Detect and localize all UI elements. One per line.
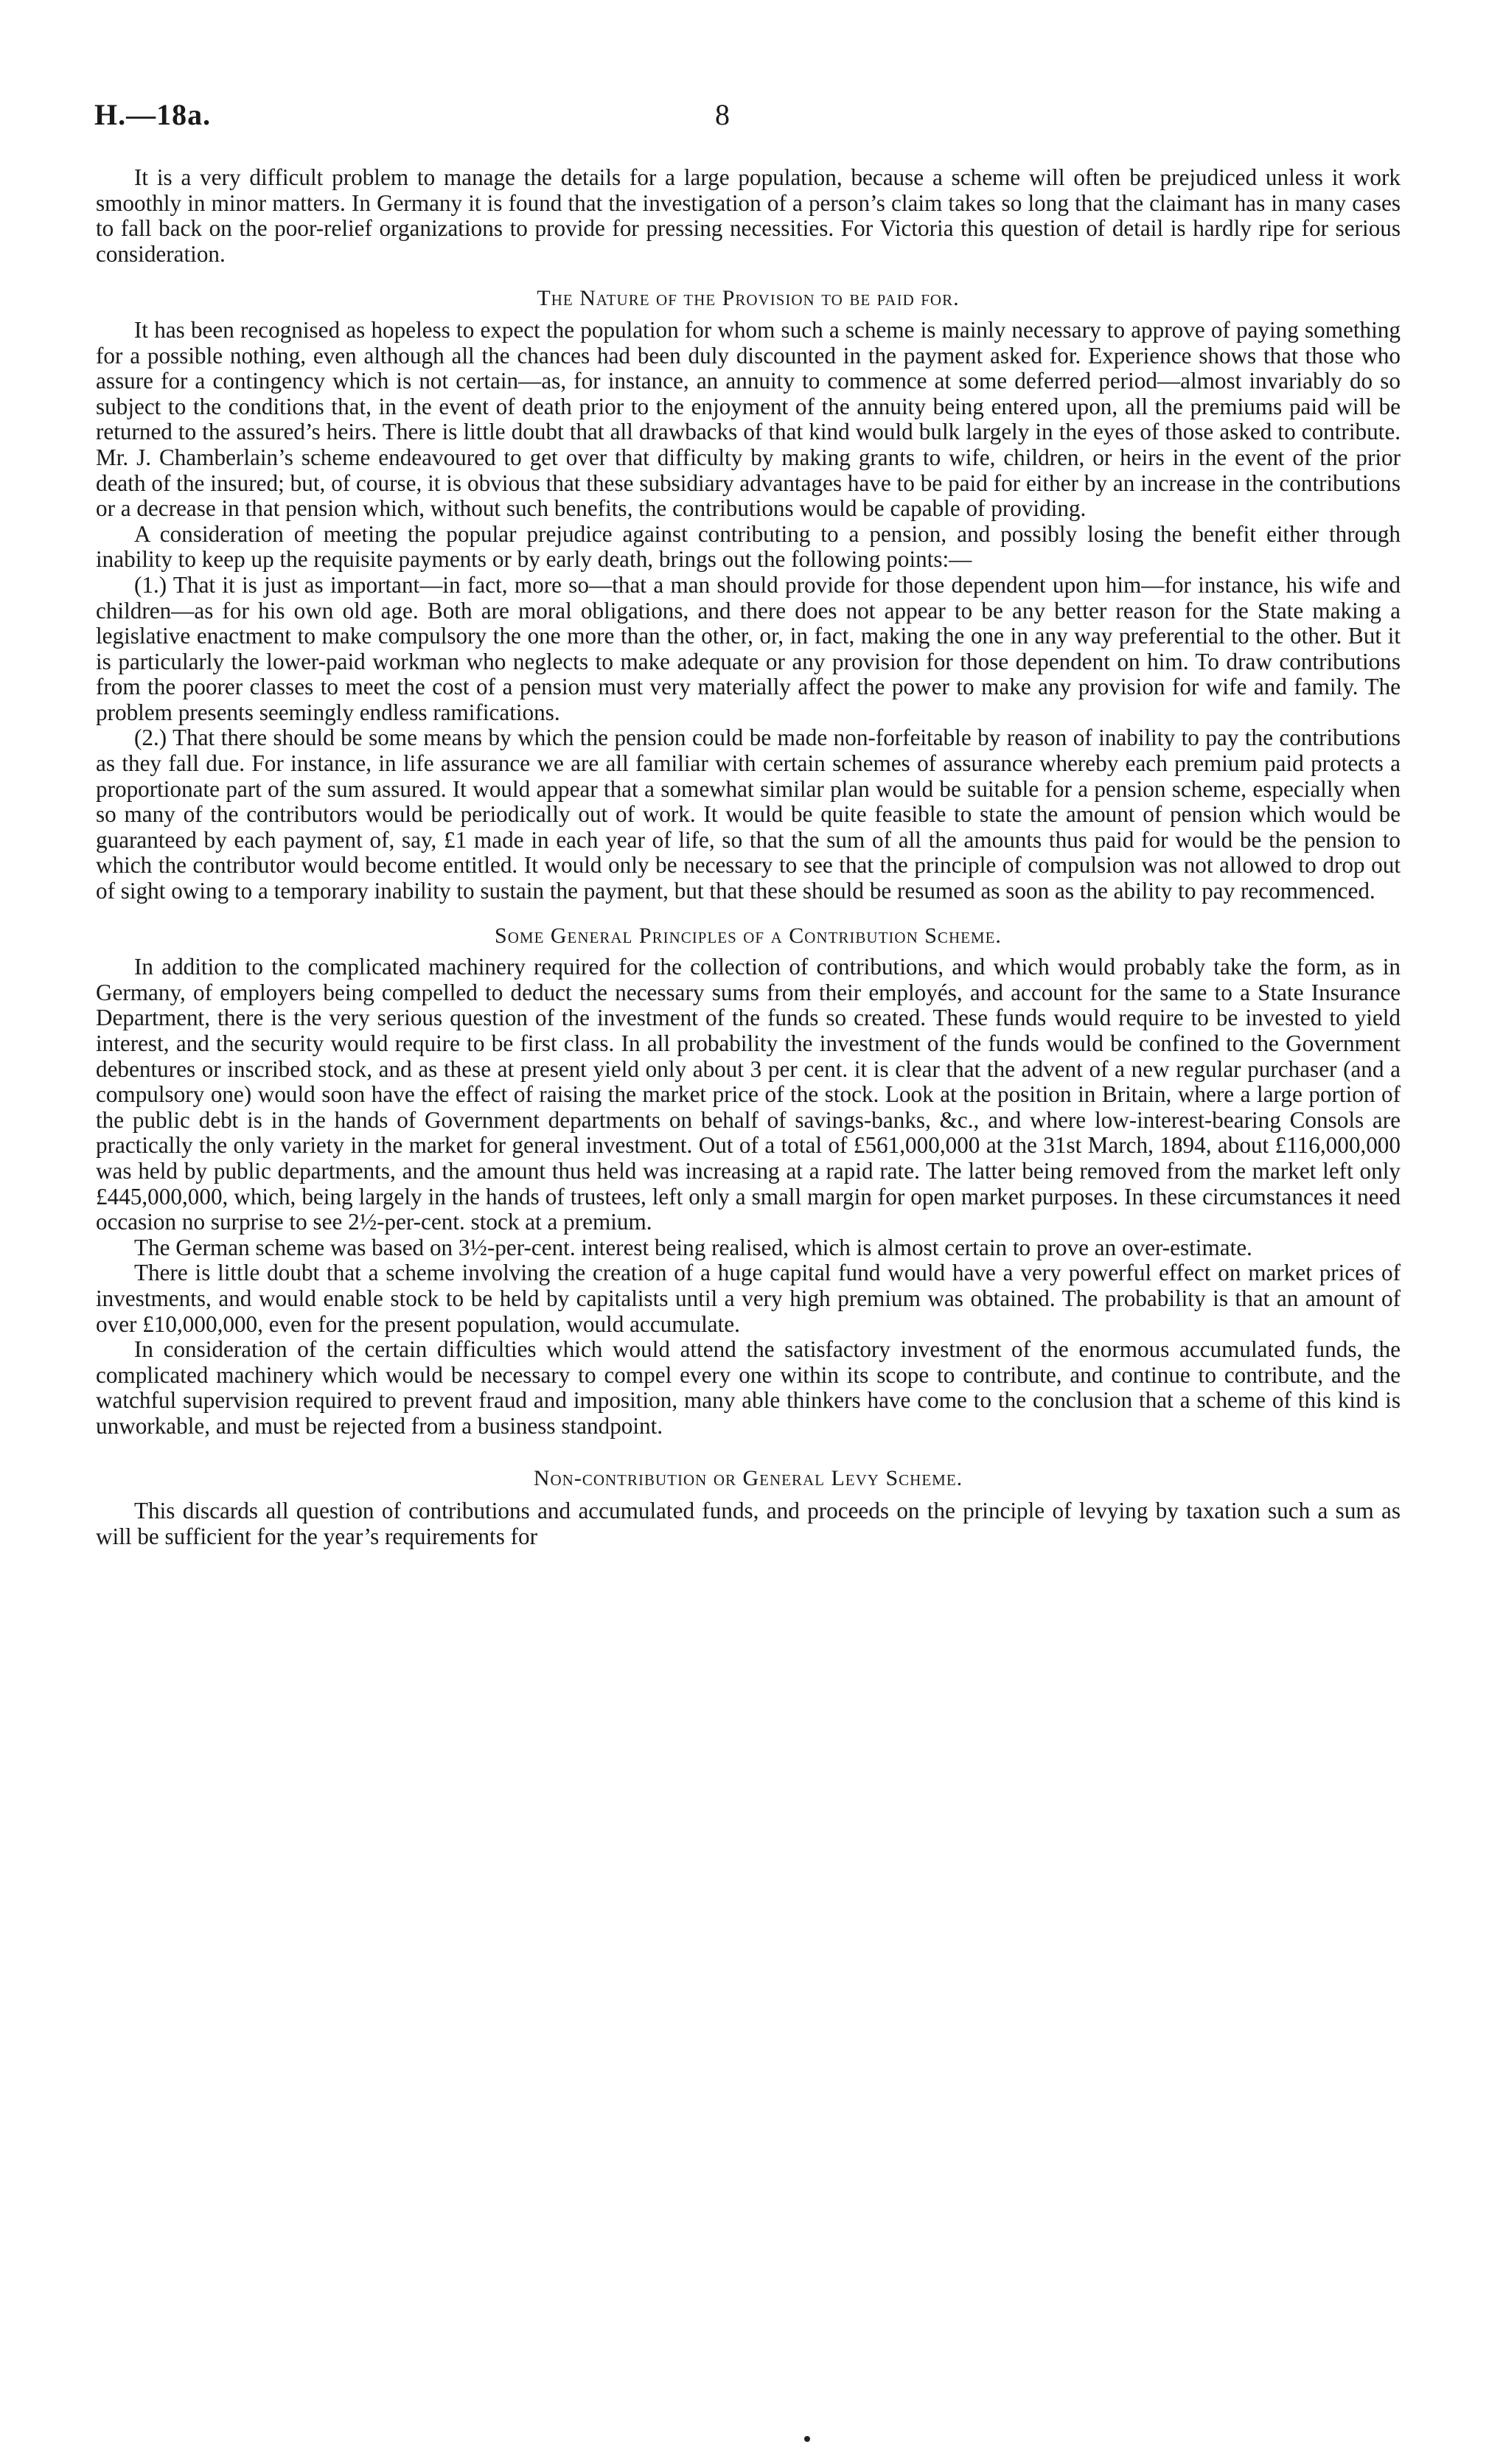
document-reference: H.—18a.: [94, 98, 212, 131]
paragraph: A consideration of meeting the popular prejudice against contributing to a pension, and possibly losing the benefit either through inability to keep up the requisite payments or by early death, brings out the following points:—: [96, 520, 1401, 573]
section-heading-general-levy: Non-contribution or General Levy Scheme.: [533, 1465, 963, 1490]
section-heading-nature-of-provision: The Nature of the Provision to be paid for.: [537, 286, 960, 311]
paragraph-intro: It is a very difficult problem to manage the details for a large population, because a scheme will often be prejudiced unless it work smoothly in minor matters. In Germany it is found that the investigation of a person’s claim takes so long that the claimant has in many cases to fall back on the poor-relief organizations to provide for pressing necessities. For Victoria this question of detail is hardly ripe for serious consideration.: [96, 164, 1401, 267]
paragraph-point-2: (2.) That there should be some means by which the pension could be made non-forfeitable by reason of inability to pay the contributions as they fall due. For instance, in life assurance we are all familiar with certain schemes of assurance whereby each premium paid protects a proportionate part of the sum assured. It would appear that a somewhat similar plan would be suitable for a pension scheme, especially when so many of the contributors would be periodically out of work. It would be quite feasible to state the amount of pension which would be guaranteed by each payment of, say, £1 made in each year of life, so that the sum of all the amounts thus paid for would be the pension to which the contributor would become entitled. It would only be necessary to see that the principle of compulsion was not allowed to drop out of sight owing to a temporary inability to sustain the payment, but that these should be resumed as soon as the ability to pay recommenced.: [96, 725, 1401, 904]
paragraph: The German scheme was based on 3½-per-cent. interest being realised, which is almost certain to prove an over-estimate.: [134, 1234, 1252, 1260]
document-body: [96, 165, 1401, 1549]
section-heading-general-principles: Some General Principles of a Contribution Scheme.: [495, 923, 1002, 948]
page-header: [96, 97, 1401, 142]
paragraph: In consideration of the certain difficulties which would attend the satisfactory investment of the enormous accumulated funds, the complicated machinery which would be necessary to compel every one within its scope to contribute, and continue to contribute, and the watchful supervision required to prevent fraud and imposition, many able thinkers have come to the conclusion that a scheme of this kind is unworkable, and must be rejected from a business standpoint.: [96, 1336, 1401, 1439]
document-page: [96, 0, 1401, 2464]
paragraph: This discards all question of contributions and accumulated funds, and proceeds on the principle of levying by taxation such a sum as will be sufficient for the year’s requirements for: [96, 1498, 1401, 1549]
paragraph: In addition to the complicated machinery required for the collection of contributions, and which would probably take the form, as in Germany, of employers being compelled to deduct the necessary sums from their employés, and account for the same to a State Insurance Department, there is the very serious question of the investment of the funds so created. These funds would require to be invested to yield interest, and the security would require to be first class. In all probability the investment of the funds would be confined to the Government debentures or inscribed stock, and as these at present yield only about 3 per cent. it is clear that the advent of a new regular purchaser (and a compulsory one) would soon have the effect of raising the market price of the stock. Look at the position in Britain, where a large portion of the public debt is in the hands of Government departments on behalf of savings-banks, &c., and where low-interest-bearing Consols are practically the only variety in the market for general investment. Out of a total of £561,000,000 at the 31st March, 1894, about £116,000,000 was held by public departments, and the amount thus held was increasing at a rapid rate. The latter being removed from the market left only £445,000,000, which, being largely in the hands of trustees, left only a small margin for open market purposes. In these circumstances it need occasion no surprise to see 2½-per-cent. stock at a premium.: [96, 954, 1401, 1235]
paragraph-point-1: (1.) That it is just as important—in fact, more so—that a man should provide for those dependent upon him—for instance, his wife and children—as for his own old age. Both are moral obligations, and there does not appear to be any better reason for the State making a legislative enactment to make compulsory the one more than the other, or, in fact, making the one in any way preferential to the other. But it is particularly the lower-paid workman who neglects to make adequate or any provision for those dependent on him. To draw contributions from the poorer classes to meet the cost of a pension must very materially affect the power to make any provision for wife and family. The problem presents seemingly endless ramifications.: [96, 571, 1401, 725]
page-number: 8: [715, 98, 730, 131]
paragraph: It has been recognised as hopeless to expect the population for whom such a scheme is mainly necessary to approve of paying something for a possible nothing, even although all the chances had been duly discounted in the payment asked for. Experience shows that those who assure for a contingency which is not certain—as, for instance, an annuity to commence at some deferred period—almost invariably do so subject to the conditions that, in the event of death prior to the enjoyment of the annuity being entered upon, all the premiums paid will be returned to the assured’s heirs. There is little doubt that all drawbacks of that kind would bulk largely in the eyes of those asked to contribute. Mr. J. Chamberlain’s scheme endeavoured to get over that difficulty by making grants to wife, children, or heirs in the event of the prior death of the insured; but, of course, it is obvious that these subsidiary advantages have to be paid for either by an increase in the contributions or a decrease in that pension which, without such benefits, the contributions would be capable of providing.: [96, 316, 1401, 522]
page-mark: [804, 2436, 810, 2442]
paragraph: There is little doubt that a scheme involving the creation of a huge capital fund would have a very powerful effect on market prices of investments, and would enable stock to be held by capitalists until a very high premium was obtained. The probability is that an amount of over £10,000,000, even for the present population, would accumulate.: [96, 1260, 1401, 1337]
